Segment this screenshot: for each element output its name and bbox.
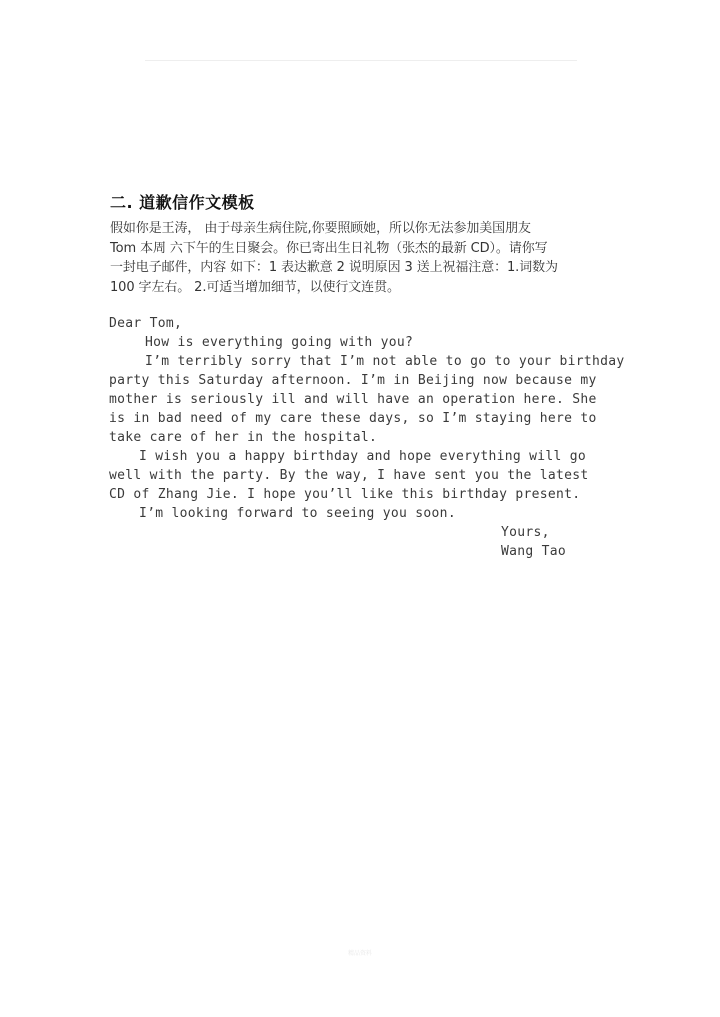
sample-letter: [109, 314, 625, 561]
header-divider: [145, 60, 577, 61]
letter-line: mother is seriously ill and will have an operation here. She: [109, 392, 597, 407]
letter-line: I wish you a happy birthday and hope everything will go: [139, 449, 586, 464]
prompt-line: 假如你是王涛， 由于母亲生病住院,你要照顾她，所以你无法参加美国朋友: [110, 221, 531, 236]
letter-line: party this Saturday afternoon. I’m in Beijing now because my: [109, 373, 597, 388]
section-heading: 二. 道歉信作文模板: [110, 193, 255, 212]
letter-line: I’m terribly sorry that I’m not able to go to your birthday: [145, 354, 625, 369]
prompt-line: 100 字左右。 2.可适当增加细节，以使行文连贯。: [110, 279, 400, 295]
letter-line: well with the party. By the way, I have sent you the latest: [109, 468, 589, 483]
letter-line: I’m looking forward to seeing you soon.: [139, 506, 456, 521]
letter-line: take care of her in the hospital.: [109, 430, 378, 445]
prompt-line: 一封电子邮件，内容 如下：1 表达歉意 2 说明原因 3 送上祝福注意：1.词数为: [110, 260, 558, 275]
letter-line: is in bad need of my care these days, so I’m staying here to: [109, 411, 597, 426]
letter-line: How is everything going with you?: [145, 335, 414, 350]
letter-closing: Yours,: [501, 525, 550, 540]
letter-salutation: Dear Tom,: [109, 316, 183, 331]
footer-watermark: 精品资料: [347, 950, 372, 957]
prompt-line: Tom 本周 六下午的生日聚会。你已寄出生日礼物（张杰的最新 CD）。请你写: [110, 240, 548, 256]
essay-prompt: [110, 219, 615, 297]
letter-line: CD of Zhang Jie. I hope you’ll like this birthday present.: [109, 487, 581, 502]
letter-signature: Wang Tao: [501, 544, 567, 559]
